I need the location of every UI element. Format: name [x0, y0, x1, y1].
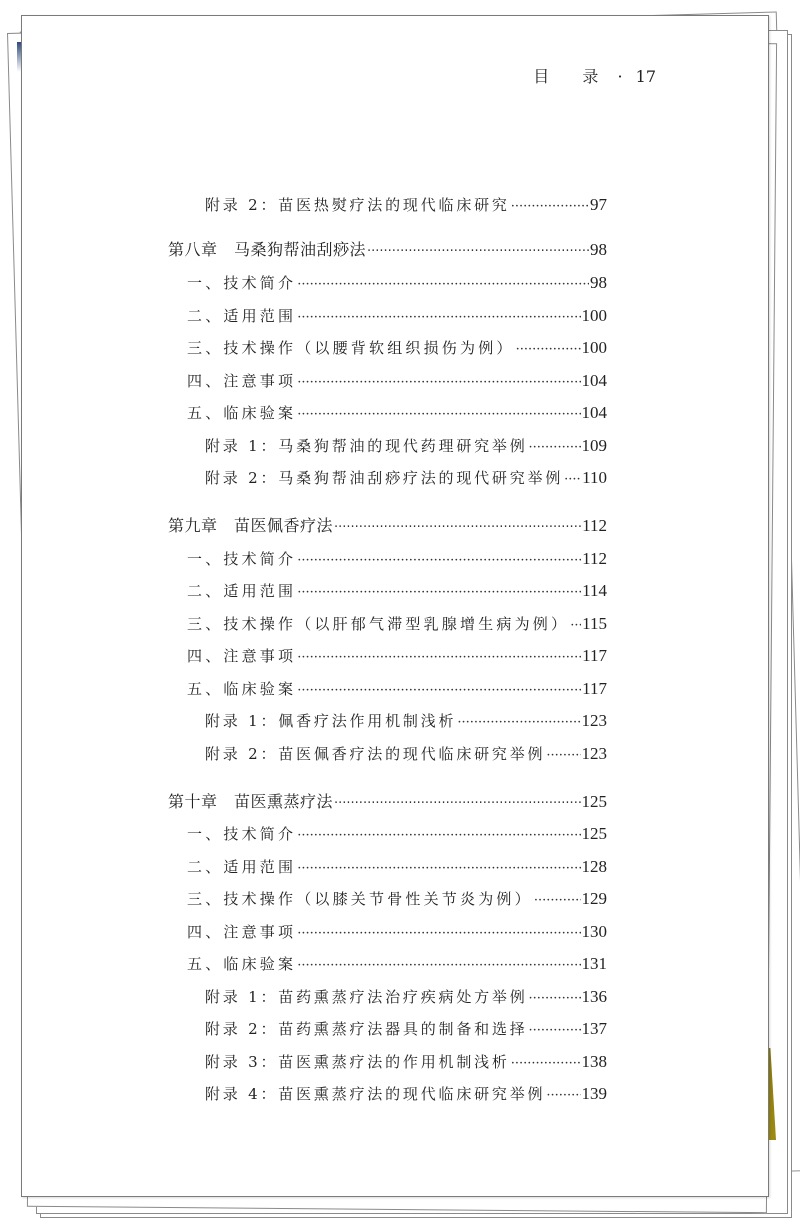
- dot-leader: [457, 711, 580, 735]
- toc-entry-page-number: 114: [582, 581, 607, 600]
- toc-entry-page-number: 125: [581, 824, 607, 843]
- toc-entry-section[interactable]: [187, 579, 607, 603]
- dot-leader: [334, 516, 581, 540]
- toc-entry-page-number: 123: [581, 711, 607, 730]
- dot-leader: [297, 954, 580, 978]
- header-page-number: 17: [635, 67, 656, 86]
- toc-entry-title: 第八章 马桑狗帮油刮痧法: [168, 240, 367, 259]
- toc-entry-chapter[interactable]: [168, 790, 607, 814]
- toc-entry-section[interactable]: [187, 644, 607, 668]
- toc-entry-page-number: 112: [582, 549, 607, 568]
- dot-leader: [534, 889, 581, 913]
- toc-entry-title: 五、临床验案: [187, 404, 297, 422]
- toc-entry-page-number: 137: [581, 1019, 607, 1038]
- toc-entry-title: 附录 2：马桑狗帮油刮痧疗法的现代研究举例: [205, 469, 564, 487]
- toc-entry-page-number: 139: [581, 1084, 607, 1103]
- toc-entry-appendix[interactable]: [205, 434, 607, 458]
- toc-entry-appendix[interactable]: [205, 1050, 607, 1074]
- toc-entry-appendix[interactable]: [205, 742, 607, 766]
- dot-leader: [529, 987, 581, 1011]
- toc-entry-page-number: 129: [581, 889, 607, 908]
- header-separator: ·: [617, 67, 623, 86]
- toc-entry-page-number: 100: [581, 306, 607, 325]
- toc-entry-title: 附录 1：佩香疗法作用机制浅析: [205, 712, 457, 730]
- toc-entry-title: 三、技术操作（以膝关节骨性关节炎为例）: [187, 890, 533, 908]
- dot-leader: [516, 338, 581, 362]
- toc-entry-title: 附录 3：苗医熏蒸疗法的作用机制浅析: [205, 1053, 510, 1071]
- dot-leader: [297, 857, 580, 881]
- dot-leader: [529, 1019, 581, 1043]
- toc-entry-title: 五、临床验案: [187, 680, 297, 698]
- dot-leader: [546, 1084, 580, 1108]
- toc-entry-title: 第九章 苗医佩香疗法: [168, 516, 334, 535]
- toc-entry-title: 一、技术简介: [187, 274, 297, 292]
- toc-entry-section[interactable]: [187, 822, 607, 846]
- toc-entry-page-number: 104: [581, 403, 607, 422]
- toc-entry-title: 四、注意事项: [187, 647, 297, 665]
- dot-leader: [297, 549, 581, 573]
- dot-leader: [564, 468, 581, 492]
- toc-entry-title: 三、技术操作（以肝郁气滞型乳腺增生病为例）: [187, 615, 570, 633]
- toc-entry-section[interactable]: [187, 952, 607, 976]
- toc-entry-title: 附录 1：马桑狗帮油的现代药理研究举例: [205, 437, 528, 455]
- dot-leader: [297, 679, 581, 703]
- toc-entry-page-number: 98: [590, 273, 607, 292]
- toc-entry-page-number: 130: [581, 922, 607, 941]
- toc-entry-page-number: 115: [582, 614, 607, 633]
- toc-entry-appendix[interactable]: [205, 985, 607, 1009]
- toc-entry-page-number: 110: [582, 468, 607, 487]
- toc-entry-title: 附录 2：苗医热熨疗法的现代临床研究: [205, 196, 510, 214]
- toc-entry-appendix[interactable]: [205, 1082, 607, 1106]
- toc-entry-title: 附录 1：苗药熏蒸疗法治疗疾病处方举例: [205, 988, 528, 1006]
- toc-entry-title: 三、技术操作（以腰背软组织损伤为例）: [187, 339, 515, 357]
- toc-entry-appendix[interactable]: [205, 193, 607, 217]
- toc-entry-page-number: 123: [581, 744, 607, 763]
- toc-entry-title: 二、适用范围: [187, 582, 297, 600]
- toc-entry-title: 一、技术简介: [187, 825, 297, 843]
- toc-entry-section[interactable]: [187, 920, 607, 944]
- toc-entry-appendix[interactable]: [205, 709, 607, 733]
- toc-entry-page-number: 131: [581, 954, 607, 973]
- toc-entry-title: 附录 2：苗医佩香疗法的现代临床研究举例: [205, 745, 546, 763]
- toc-entry-page-number: 117: [582, 646, 607, 665]
- dot-leader: [529, 436, 581, 460]
- toc-entry-section[interactable]: [187, 369, 607, 393]
- toc-entry-chapter[interactable]: [168, 238, 607, 262]
- dot-leader: [297, 403, 580, 427]
- toc-entry-title: 附录 2：苗药熏蒸疗法器具的制备和选择: [205, 1020, 528, 1038]
- dot-leader: [511, 1052, 581, 1076]
- toc-entry-page-number: 112: [582, 516, 607, 535]
- toc-entry-page-number: 128: [581, 857, 607, 876]
- toc-entry-section[interactable]: [187, 336, 607, 360]
- toc-entry-section[interactable]: [187, 401, 607, 425]
- dot-leader: [297, 371, 580, 395]
- toc-entry-chapter[interactable]: [168, 514, 607, 538]
- dot-leader: [546, 744, 580, 768]
- toc-entry-title: 四、注意事项: [187, 923, 297, 941]
- toc-entry-title: 二、适用范围: [187, 858, 297, 876]
- dot-leader: [297, 306, 580, 330]
- toc-entry-page-number: 138: [581, 1052, 607, 1071]
- toc-entry-title: 附录 4：苗医熏蒸疗法的现代临床研究举例: [205, 1085, 546, 1103]
- toc-entry-section[interactable]: [187, 547, 607, 571]
- toc-entry-page-number: 109: [581, 436, 607, 455]
- toc-entry-page-number: 100: [581, 338, 607, 357]
- toc-entry-section[interactable]: [187, 304, 607, 328]
- dot-leader: [297, 824, 580, 848]
- toc-entry-section[interactable]: [187, 271, 607, 295]
- toc-entry-page-number: 125: [581, 792, 607, 811]
- toc-entry-section[interactable]: [187, 855, 607, 879]
- toc-entry-title: 四、注意事项: [187, 372, 297, 390]
- toc-entry-section[interactable]: [187, 612, 607, 636]
- dot-leader: [297, 922, 580, 946]
- toc-entry-page-number: 104: [581, 371, 607, 390]
- header-title: 目 录: [533, 67, 613, 86]
- toc-entry-section[interactable]: [187, 677, 607, 701]
- toc-entry-title: 五、临床验案: [187, 955, 297, 973]
- toc-entry-appendix[interactable]: [205, 1017, 607, 1041]
- dot-leader: [570, 614, 581, 638]
- toc-entry-title: 一、技术简介: [187, 550, 297, 568]
- toc-entry-title: 第十章 苗医熏蒸疗法: [168, 792, 334, 811]
- dot-leader: [297, 646, 581, 670]
- toc-entry-appendix[interactable]: [205, 466, 607, 490]
- dot-leader: [334, 792, 580, 816]
- toc-entry-page-number: 117: [582, 679, 607, 698]
- toc-entry-section[interactable]: [187, 887, 607, 911]
- dot-leader: [511, 195, 589, 219]
- dot-leader: [297, 581, 581, 605]
- toc-entry-page-number: 97: [590, 195, 607, 214]
- toc-entry-title: 二、适用范围: [187, 307, 297, 325]
- toc-entry-page-number: 136: [581, 987, 607, 1006]
- dot-leader: [297, 273, 589, 297]
- toc-entry-page-number: 98: [590, 240, 607, 259]
- dot-leader: [367, 240, 589, 264]
